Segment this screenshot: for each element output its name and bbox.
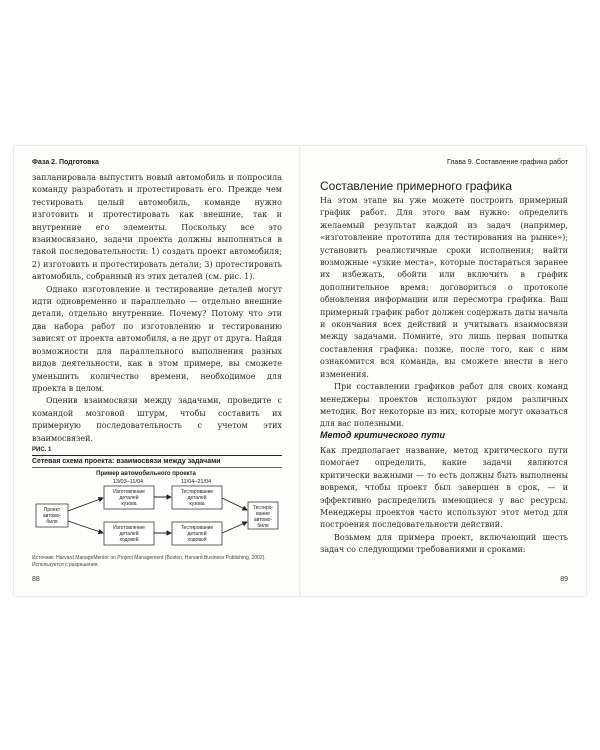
node-chassis-parts-test xyxy=(172,522,222,545)
right-page-number: 89 xyxy=(560,576,568,583)
figure-title: Сетевая схема проекта: взаимосвязи между задачами xyxy=(32,458,221,465)
svg-text:автомо-: автомо- xyxy=(42,513,62,519)
svg-text:автомо-: автомо- xyxy=(253,517,273,523)
right-paragraph-1: На этом этапе вы уже можете построить примерный график работ. Для этого вам нужно: определить желаемый результат каждой из задач (например, «изготовление прототипа для тестирования на рынке»); установить реалистичные сроки исполнения; найти возможные «узкие места», которые постараться заранее их избежать, обойти или включить в график дополнительное время; договориться о протоколе обновления информации или пересмотра графика. Ваш примерный график работ должен содержать даты начала и окончания всех действий и учитывать взаимосвязи между задачами. Помните, это лишь первая попытка составления графика: позже, после того, как с ним ознакомится вся команда, вы сможете внести в него изменения. xyxy=(320,196,568,379)
right-paragraph-2: При составлении графиков работ для своих команд менеджеры проектов используют рядом различных методик. Вот некоторые из них, которые могут оказаться для вас полезными. xyxy=(320,382,568,429)
svg-text:кузова: кузова xyxy=(189,501,205,507)
left-page-number: 88 xyxy=(32,576,40,583)
right-paragraph-4: Возьмем для примера проект, включающий шесть задач со следующими требованиями и сроками: xyxy=(320,532,568,555)
svg-text:Проект: Проект xyxy=(43,507,61,513)
svg-text:ходовой: ходовой xyxy=(119,537,139,543)
left-body-text xyxy=(32,172,282,445)
svg-text:деталей: деталей xyxy=(187,495,207,501)
section-heading: Составление примерного графика xyxy=(320,179,512,193)
svg-text:Изготовление: Изготовление xyxy=(113,489,145,495)
node-chassis-parts-make xyxy=(104,522,154,545)
left-paragraph-3: Оценив взаимосвязи между задачами, проведите с командой мозговой штурм, чтобы составить их примерную последовательность с учетом этих взаимосвязей. xyxy=(32,396,282,443)
right-paragraph-3: Как предполагает название, метод критического пути помогает определить, какие задачи являются критически важными — то есть должны быть выполнены вовремя, чтобы проект был завершен в срок, — и эффективно распределить имеющиеся у вас ресурсы. Менеджеры проектов часто используют этот метод для построения последовательности действий. xyxy=(320,446,568,530)
left-page xyxy=(32,146,282,596)
date-range-2: 11/04–21/04 xyxy=(180,479,212,485)
figure-label: РИС. 1 xyxy=(32,447,52,453)
right-body-text-a xyxy=(320,195,568,431)
left-paragraph-2: Однако изготовление и тестирование деталей могут идти одновременно и параллельно — отдельно внешние детали, отдельно внутренние. Почему? Потому что эти два набора работ по изготовлению и тестированию зависят от проекта автомобиля, а не друг от друга. Найдя возможности для параллельного выполнения разных видов деятельности, как в этом примере, вы сможете уменьшить количество времени, необходимое для проекта в целом. xyxy=(32,284,282,393)
right-page xyxy=(320,146,568,596)
svg-text:биля: биля xyxy=(46,519,58,525)
svg-text:Тестирование: Тестирование xyxy=(180,525,214,531)
sub-heading-critical-path: Метод критического пути xyxy=(320,430,446,440)
svg-text:вание: вание xyxy=(256,511,270,517)
date-range-1: 13/03–11/04 xyxy=(112,479,144,485)
book-spread xyxy=(14,146,586,596)
svg-text:биля: биля xyxy=(257,523,269,529)
project-network-diagram xyxy=(32,469,282,549)
figure-source-note: Источник: Harvard ManageMentor on Project Management (Boston, Harvard Business Publishing, 2002). Используется с разрешения. xyxy=(32,555,266,568)
svg-text:Тестирование: Тестирование xyxy=(180,489,214,495)
node-body-parts-make xyxy=(104,486,154,509)
svg-text:Тестиро-: Тестиро- xyxy=(252,505,274,511)
svg-text:Изготовление: Изготовление xyxy=(113,525,145,531)
book-gutter xyxy=(299,146,301,596)
node-car-design xyxy=(36,504,68,527)
left-running-head: Фаза 2. Подготовка xyxy=(32,159,99,166)
svg-text:деталей: деталей xyxy=(119,531,139,537)
svg-text:деталей: деталей xyxy=(187,531,207,537)
diagram-title: Пример автомобильного проекта xyxy=(96,471,196,477)
right-running-head: Глава 9. Составление графика работ xyxy=(446,159,568,166)
svg-text:деталей: деталей xyxy=(119,495,139,501)
node-body-parts-test xyxy=(172,486,222,509)
figure-top-rule xyxy=(32,455,282,456)
right-body-text-b xyxy=(320,445,568,557)
node-car-testing xyxy=(248,502,278,529)
svg-text:ходовой: ходовой xyxy=(187,537,207,543)
svg-text:кузова: кузова xyxy=(121,501,137,507)
figure-title-rule xyxy=(32,467,282,468)
left-paragraph-1: запланировала выпустить новый автомобиль и попросила команду разработать и протестировать его. Прежде чем тестировать целый автомобиль, команде нужно изготовить и протестировать как внешние, так и внутренние его элементы. Поскольку все это взаимосвязано, задачи проекта должны выполняться в такой последовательности: 1) создать проект автомобиля; 2) изготовить и протестировать детали; 3) протестировать автомобиль, собранный из этих деталей (см. рис. 1). xyxy=(32,173,282,282)
